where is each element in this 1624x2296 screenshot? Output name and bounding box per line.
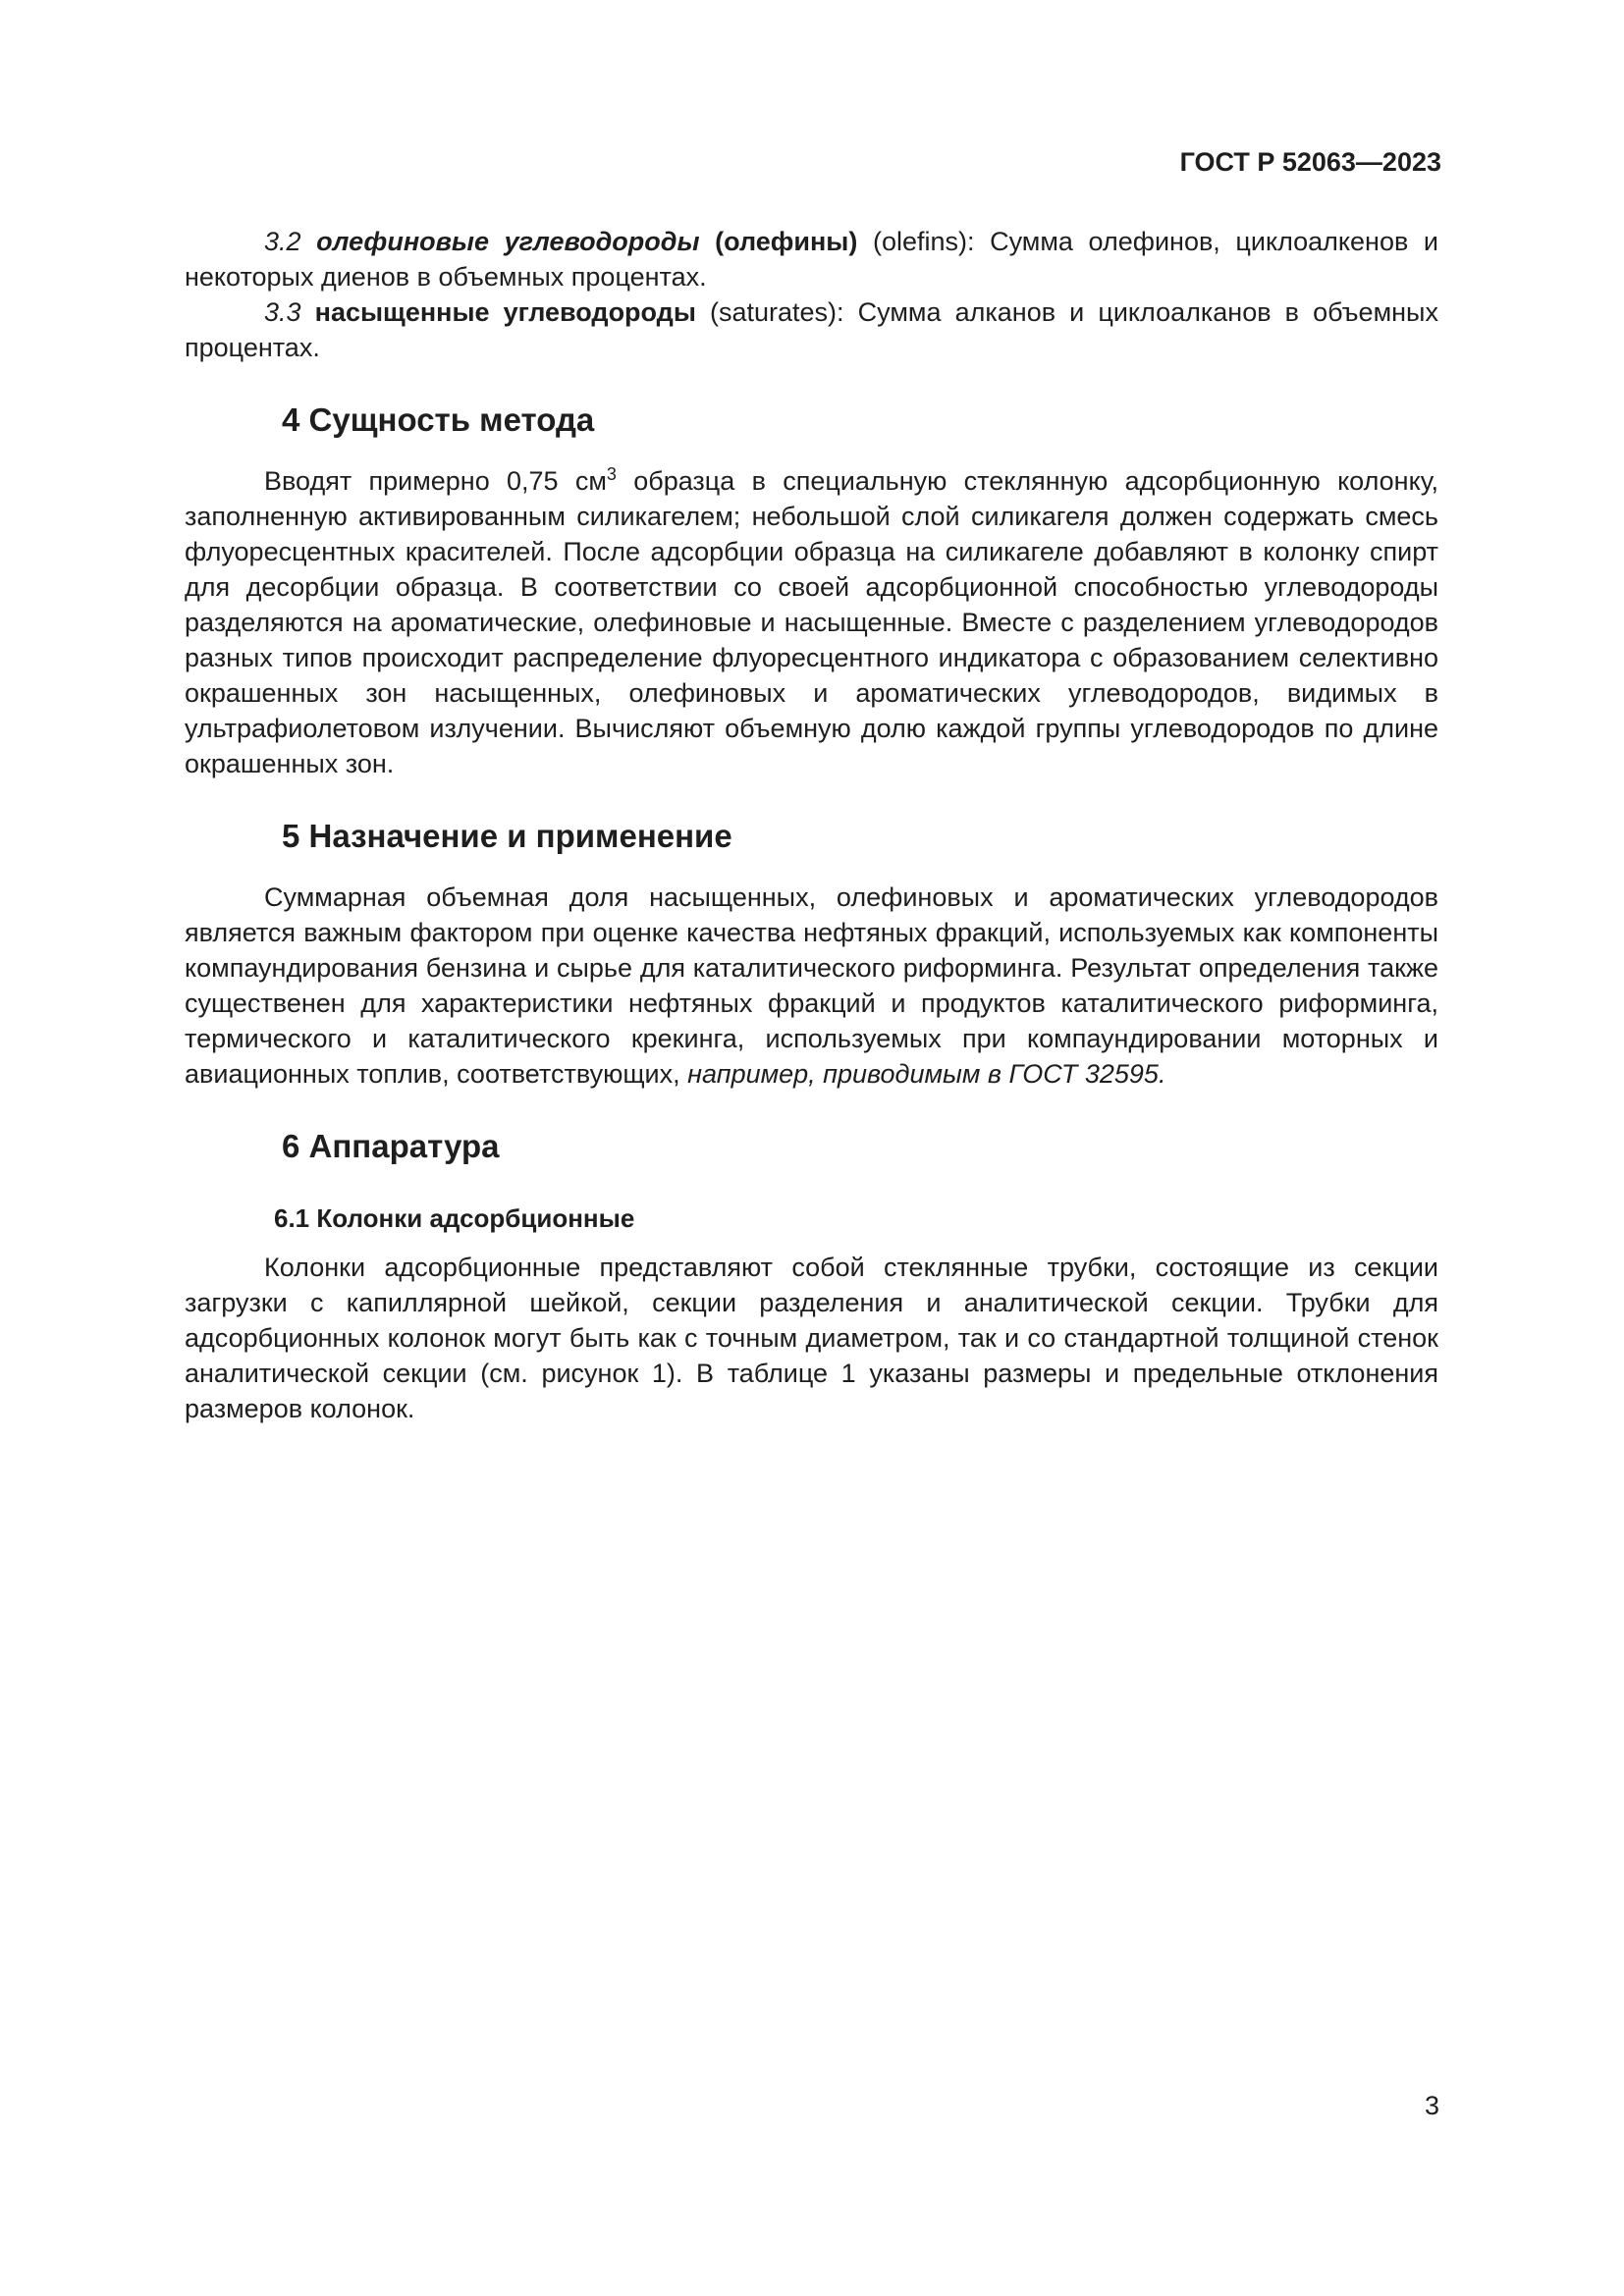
term-english: (olefins): [872, 227, 975, 256]
document-code: ГОСТ Р 52063—2023 [1179, 147, 1441, 177]
section-6-1-paragraph: Колонки адсорбционные представляют собой стеклянные трубки, состоящие из секции загрузки с капиллярной шейкой, секции разделения и аналитической секции. Трубки для адсорбционных колонок могут быть как с точным диаметром, так и со стандартной толщиной стенок аналитической секции (см. рисунок 1). В таблице 1 указаны размеры и предельные отклонения размеров колонок. [185, 1253, 1438, 1423]
term-name: насыщенные углеводороды [314, 297, 696, 327]
term-name: олефиновые углеводороды [316, 227, 700, 256]
section-heading-4: 4 Сущность метода [282, 401, 595, 438]
text-run: Вводят примерно 0,75 см [264, 466, 607, 496]
section-heading-6: 6 Аппаратура [282, 1128, 500, 1164]
term-3-2 [185, 224, 1438, 294]
term-definition: Сумма олефинов, циклоалкенов и некоторых диенов в объемных процентах. [185, 227, 1438, 292]
section-5-paragraph [185, 880, 1438, 1092]
term-english: (saturates): [710, 297, 844, 327]
page-number: 3 [1424, 2091, 1439, 2120]
section-4-paragraph [185, 463, 1438, 781]
text-run: образца в специальную стеклянную адсорбционную колонку, заполненную активированным силикагелем; небольшой слой силикагеля должен содержать смесь флуоресцентных красителей. После адсорбции образца на силикагеле добавляют в колонку спирт для десорбции образца. В соответствии со своей адсорбционной способностью углеводороды разделяются на ароматические, олефиновые и насыщенные. Вместе с разделением углеводородов разных типов происходит распределение флуоресцентного индикатора с образованием селективно окрашенных зон насыщенных, олефиновых и ароматических углеводородов, видимых в ультрафиолетовом излучении. Вычисляют объемную долю каждой группы углеводородов по длине окрашенных зон. [185, 466, 1439, 778]
page-body [185, 224, 1438, 1426]
term-3-3 [185, 294, 1438, 365]
term-definition: Сумма алканов и циклоалканов в объемных процентах. [185, 297, 1438, 362]
text-run: Суммарная объемная доля насыщенных, олефиновых и ароматических углеводородов является важным фактором при оценке качества нефтяных фракций, используемых как компоненты компаундирования бензина и сырье для каталитического риформинга. Результат определения также существенен для характеристики нефтяных фракций и продуктов каталитического риформинга, термического и каталитического крекинга, используемых при компаундировании моторных и авиационных топлив, соответствующих, [185, 882, 1438, 1089]
term-number: 3.2 [264, 227, 301, 256]
term-name-extra: (олефины) [715, 227, 858, 256]
term-number: 3.3 [264, 297, 301, 327]
superscript-3: 3 [606, 464, 617, 484]
subsection-heading-6-1: 6.1 Колонки адсорбционные [274, 1203, 635, 1233]
reference-italic: например, приводимым в ГОСТ 32595. [687, 1059, 1166, 1089]
section-heading-5: 5 Назначение и применение [282, 818, 732, 854]
